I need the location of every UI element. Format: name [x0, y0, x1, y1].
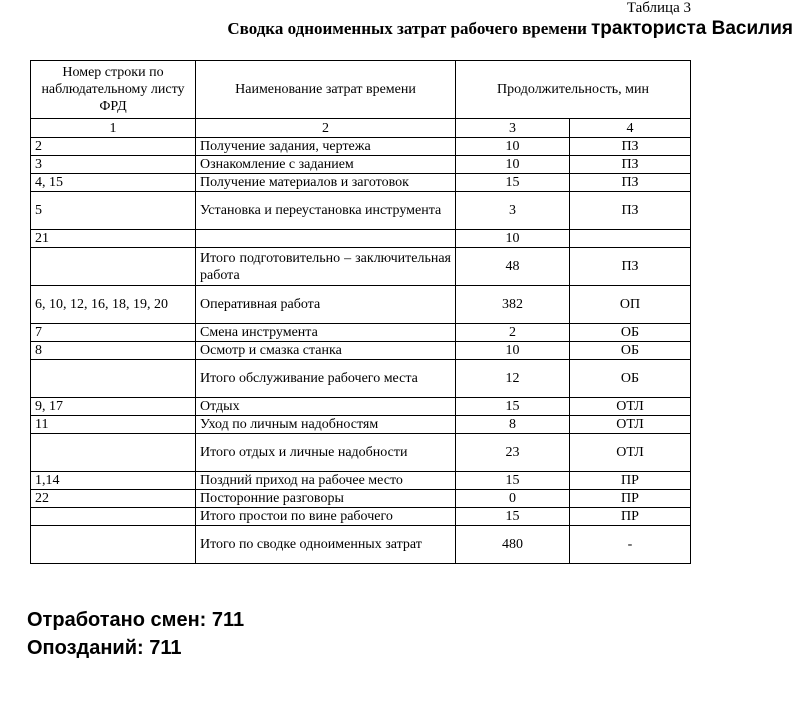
table-row — [31, 230, 691, 248]
duration-cell: 15 — [456, 398, 570, 416]
cost-name-cell: Осмотр и смазка станка — [196, 342, 456, 360]
cost-name-cell: Ознакомление с заданием — [196, 156, 456, 174]
cost-code-cell — [570, 230, 691, 248]
line-number-cell: 2 — [31, 138, 196, 156]
table-row — [31, 416, 691, 434]
column-number: 4 — [570, 119, 691, 138]
header-row — [31, 61, 691, 119]
cost-name-cell: Уход по личным надобностям — [196, 416, 456, 434]
cost-code-cell: ОБ — [570, 324, 691, 342]
cost-name-cell — [196, 230, 456, 248]
time-summary-table — [30, 60, 691, 564]
duration-cell: 15 — [456, 174, 570, 192]
cost-name-cell: Посторонние разговоры — [196, 490, 456, 508]
table-row — [31, 174, 691, 192]
duration-cell: 15 — [456, 472, 570, 490]
line-number-cell — [31, 360, 196, 398]
cost-code-cell: ПЗ — [570, 156, 691, 174]
late-label: Опозданий: — [27, 637, 144, 659]
cost-name-cell: Смена инструмента — [196, 324, 456, 342]
late-value: 711 — [149, 637, 182, 659]
line-number-cell: 7 — [31, 324, 196, 342]
table-row — [31, 360, 691, 398]
cost-code-cell: ПР — [570, 490, 691, 508]
late-summary — [27, 637, 182, 660]
cost-name-cell: Итого отдых и личные надобности — [196, 434, 456, 472]
line-number-cell: 8 — [31, 342, 196, 360]
table-row — [31, 192, 691, 230]
cost-name-cell: Отдых — [196, 398, 456, 416]
line-number-cell — [31, 508, 196, 526]
cost-name-cell: Получение задания, чертежа — [196, 138, 456, 156]
duration-cell: 382 — [456, 286, 570, 324]
line-number-cell — [31, 526, 196, 564]
cost-code-cell: ПР — [570, 508, 691, 526]
table-row — [31, 472, 691, 490]
duration-cell: 48 — [456, 248, 570, 286]
cost-code-cell: ОТЛ — [570, 416, 691, 434]
table-row — [31, 156, 691, 174]
cost-code-cell: ПЗ — [570, 192, 691, 230]
title-main: Сводка одноименных затрат рабочего времени — [227, 19, 587, 38]
line-number-cell: 3 — [31, 156, 196, 174]
line-number-cell: 1,14 — [31, 472, 196, 490]
cost-name-cell: Получение материалов и заготовок — [196, 174, 456, 192]
table-body — [31, 138, 691, 564]
cost-name-cell: Итого по сводке одноименных затрат — [196, 526, 456, 564]
title-name: тракториста Василия — [590, 18, 793, 39]
duration-cell: 10 — [456, 156, 570, 174]
table-row — [31, 434, 691, 472]
duration-cell: 15 — [456, 508, 570, 526]
duration-cell: 10 — [456, 230, 570, 248]
column-number: 3 — [456, 119, 570, 138]
header-duration: Продолжительность, мин — [456, 61, 691, 119]
shifts-label: Отработано смен: — [27, 609, 207, 631]
table-row — [31, 342, 691, 360]
duration-cell: 480 — [456, 526, 570, 564]
line-number-cell: 6, 10, 12, 16, 18, 19, 20 — [31, 286, 196, 324]
line-number-cell: 5 — [31, 192, 196, 230]
cost-code-cell: ПЗ — [570, 174, 691, 192]
cost-code-cell: ПЗ — [570, 248, 691, 286]
duration-cell: 3 — [456, 192, 570, 230]
cost-name-cell: Поздний приход на рабочее место — [196, 472, 456, 490]
duration-cell: 10 — [456, 138, 570, 156]
line-number-cell: 9, 17 — [31, 398, 196, 416]
line-number-cell — [31, 248, 196, 286]
cost-code-cell: - — [570, 526, 691, 564]
cost-code-cell: ПЗ — [570, 138, 691, 156]
line-number-cell: 21 — [31, 230, 196, 248]
duration-cell: 0 — [456, 490, 570, 508]
column-number: 1 — [31, 119, 196, 138]
cost-code-cell: ОТЛ — [570, 398, 691, 416]
table-row — [31, 508, 691, 526]
header-line-number: Номер строки по наблюдательному листу ФРД — [31, 61, 196, 119]
duration-cell: 23 — [456, 434, 570, 472]
cost-code-cell: ОП — [570, 286, 691, 324]
duration-cell: 10 — [456, 342, 570, 360]
table-row — [31, 286, 691, 324]
cost-code-cell: ОБ — [570, 360, 691, 398]
table-row — [31, 138, 691, 156]
table-row — [31, 324, 691, 342]
line-number-cell: 4, 15 — [31, 174, 196, 192]
column-number-row — [31, 119, 691, 138]
cost-name-cell: Оперативная работа — [196, 286, 456, 324]
line-number-cell: 11 — [31, 416, 196, 434]
table-number: Таблица 3 — [626, 0, 691, 16]
line-number-cell — [31, 434, 196, 472]
table-row — [31, 398, 691, 416]
table-row — [31, 526, 691, 564]
cost-name-cell: Итого обслуживание рабочего места — [196, 360, 456, 398]
table-row — [31, 490, 691, 508]
page-title — [0, 18, 793, 40]
cost-code-cell: ОТЛ — [570, 434, 691, 472]
shifts-summary — [27, 609, 244, 632]
shifts-value: 711 — [211, 609, 245, 631]
cost-code-cell: ОБ — [570, 342, 691, 360]
cost-name-cell: Установка и переустановка инструмента — [196, 192, 456, 230]
cost-name-cell: Итого простои по вине рабочего — [196, 508, 456, 526]
header-cost-name: Наименование затрат времени — [196, 61, 456, 119]
duration-cell: 2 — [456, 324, 570, 342]
column-number: 2 — [196, 119, 456, 138]
cost-name-cell: Итого подготовительно – заключительная работа — [196, 248, 456, 286]
cost-code-cell: ПР — [570, 472, 691, 490]
duration-cell: 12 — [456, 360, 570, 398]
duration-cell: 8 — [456, 416, 570, 434]
table-row — [31, 248, 691, 286]
line-number-cell: 22 — [31, 490, 196, 508]
